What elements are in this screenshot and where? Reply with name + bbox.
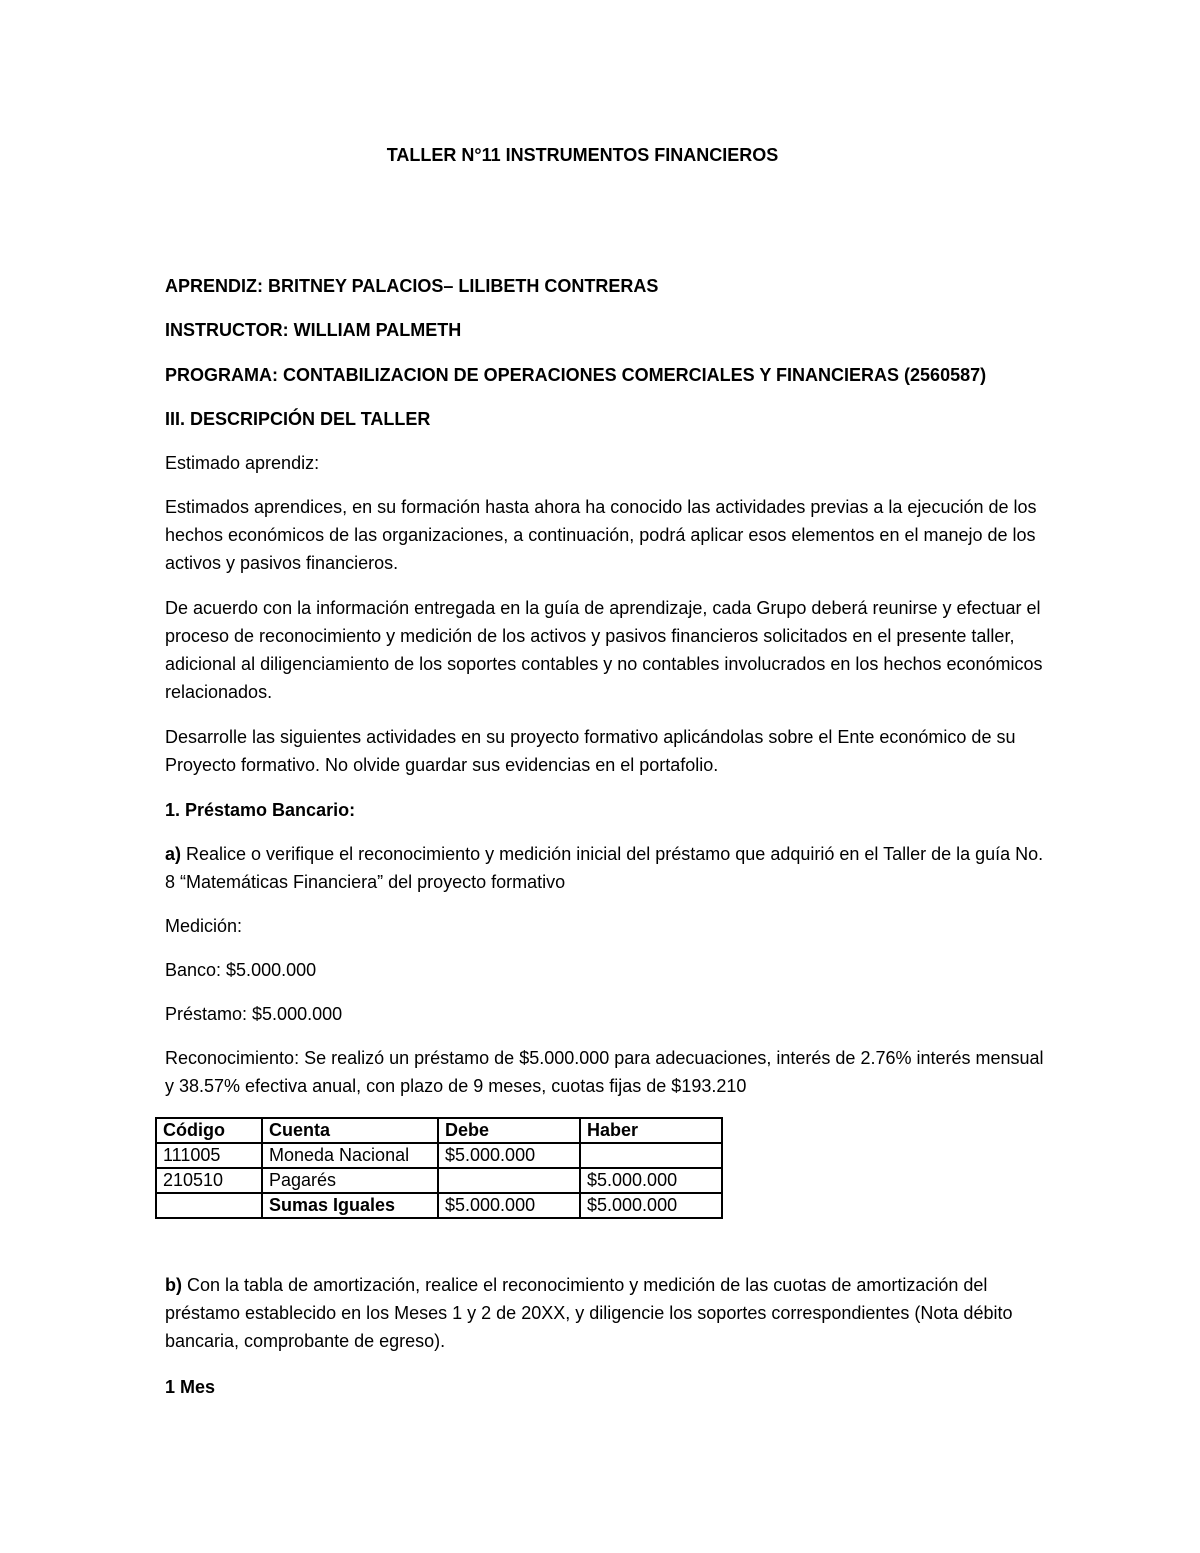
cell-codigo <box>156 1193 262 1218</box>
section-heading: III. DESCRIPCIÓN DEL TALLER <box>165 409 431 429</box>
instructor-line: INSTRUCTOR: WILLIAM PALMETH <box>165 320 462 340</box>
table-row <box>156 1143 722 1168</box>
paragraph-3: Desarrolle las siguientes actividades en su proyecto formativo aplicándolas sobre el Ente económico de su Proyecto formativo. No olvide guardar sus evidencias en el portafolio. <box>165 727 1016 775</box>
item1-heading: 1. Préstamo Bancario: <box>165 800 356 820</box>
item1-b-paragraph <box>165 1271 1045 1355</box>
medicion-label: Medición: <box>165 916 243 936</box>
cell-haber: $5.000.000 <box>580 1193 722 1218</box>
paragraph-1: Estimados aprendices, en su formación hasta ahora ha conocido las actividades previas a la ejecución de los hechos económicos de las organizaciones, a continuación, podrá aplicar esos elementos en el manejo de los activos y pasivos financieros. <box>165 497 1037 573</box>
banco-line: Banco: $5.000.000 <box>165 960 317 980</box>
table-row <box>156 1168 722 1193</box>
header-haber: Haber <box>580 1118 722 1143</box>
item1-a-paragraph <box>165 840 1045 896</box>
paragraph-2: De acuerdo con la información entregada en la guía de aprendizaje, cada Grupo deberá reunirse y efectuar el proceso de reconocimiento y medición de los activos y pasivos financieros solicitados en el presente taller, adicional al diligenciamiento de los soportes contables y no contables involucrados en los hechos económicos relacionados. <box>165 598 1043 702</box>
cell-cuenta-totals: Sumas Iguales <box>262 1193 438 1218</box>
ledger-table <box>155 1117 723 1219</box>
item1-b-text: Con la tabla de amortización, realice el reconocimiento y medición de las cuotas de amortización del préstamo establecido en los Meses 1 y 2 de 20XX, y diligencie los soportes correspondientes (Nota débito bancaria, comprobante de egreso). <box>165 1275 1013 1351</box>
cell-debe <box>438 1168 580 1193</box>
cell-haber <box>580 1143 722 1168</box>
cell-debe: $5.000.000 <box>438 1193 580 1218</box>
cell-cuenta: Moneda Nacional <box>262 1143 438 1168</box>
item1-b-label: b) <box>165 1275 182 1295</box>
programa-line: PROGRAMA: CONTABILIZACION DE OPERACIONES COMERCIALES Y FINANCIERAS (2560587) <box>165 365 987 385</box>
header-cuenta: Cuenta <box>262 1118 438 1143</box>
prestamo-line: Préstamo: $5.000.000 <box>165 1004 343 1024</box>
cell-codigo: 111005 <box>156 1143 262 1168</box>
aprendiz-line: APRENDIZ: BRITNEY PALACIOS– LILIBETH CONTRERAS <box>165 276 659 296</box>
table-totals-row <box>156 1193 722 1218</box>
cell-codigo: 210510 <box>156 1168 262 1193</box>
mes-1-heading: 1 Mes <box>165 1377 216 1397</box>
item1-a-label: a) <box>165 844 182 864</box>
cell-debe: $5.000.000 <box>438 1143 580 1168</box>
reconocimiento-paragraph: Reconocimiento: Se realizó un préstamo de $5.000.000 para adecuaciones, interés de 2.76% interés mensual y 38.57% efectiva anual, con plazo de 9 meses, cuotas fijas de $193.210 <box>165 1048 1044 1096</box>
cell-haber: $5.000.000 <box>580 1168 722 1193</box>
cell-cuenta: Pagarés <box>262 1168 438 1193</box>
table-header-row <box>156 1118 722 1143</box>
header-codigo: Código <box>156 1118 262 1143</box>
item1-a-text: Realice o verifique el reconocimiento y medición inicial del préstamo que adquirió en el Taller de la guía No. 8 “Matemáticas Financiera” del proyecto formativo <box>165 844 1044 892</box>
document-title: TALLER N°11 INSTRUMENTOS FINANCIEROS <box>386 145 779 165</box>
header-debe: Debe <box>438 1118 580 1143</box>
greeting: Estimado aprendiz: <box>165 453 320 473</box>
